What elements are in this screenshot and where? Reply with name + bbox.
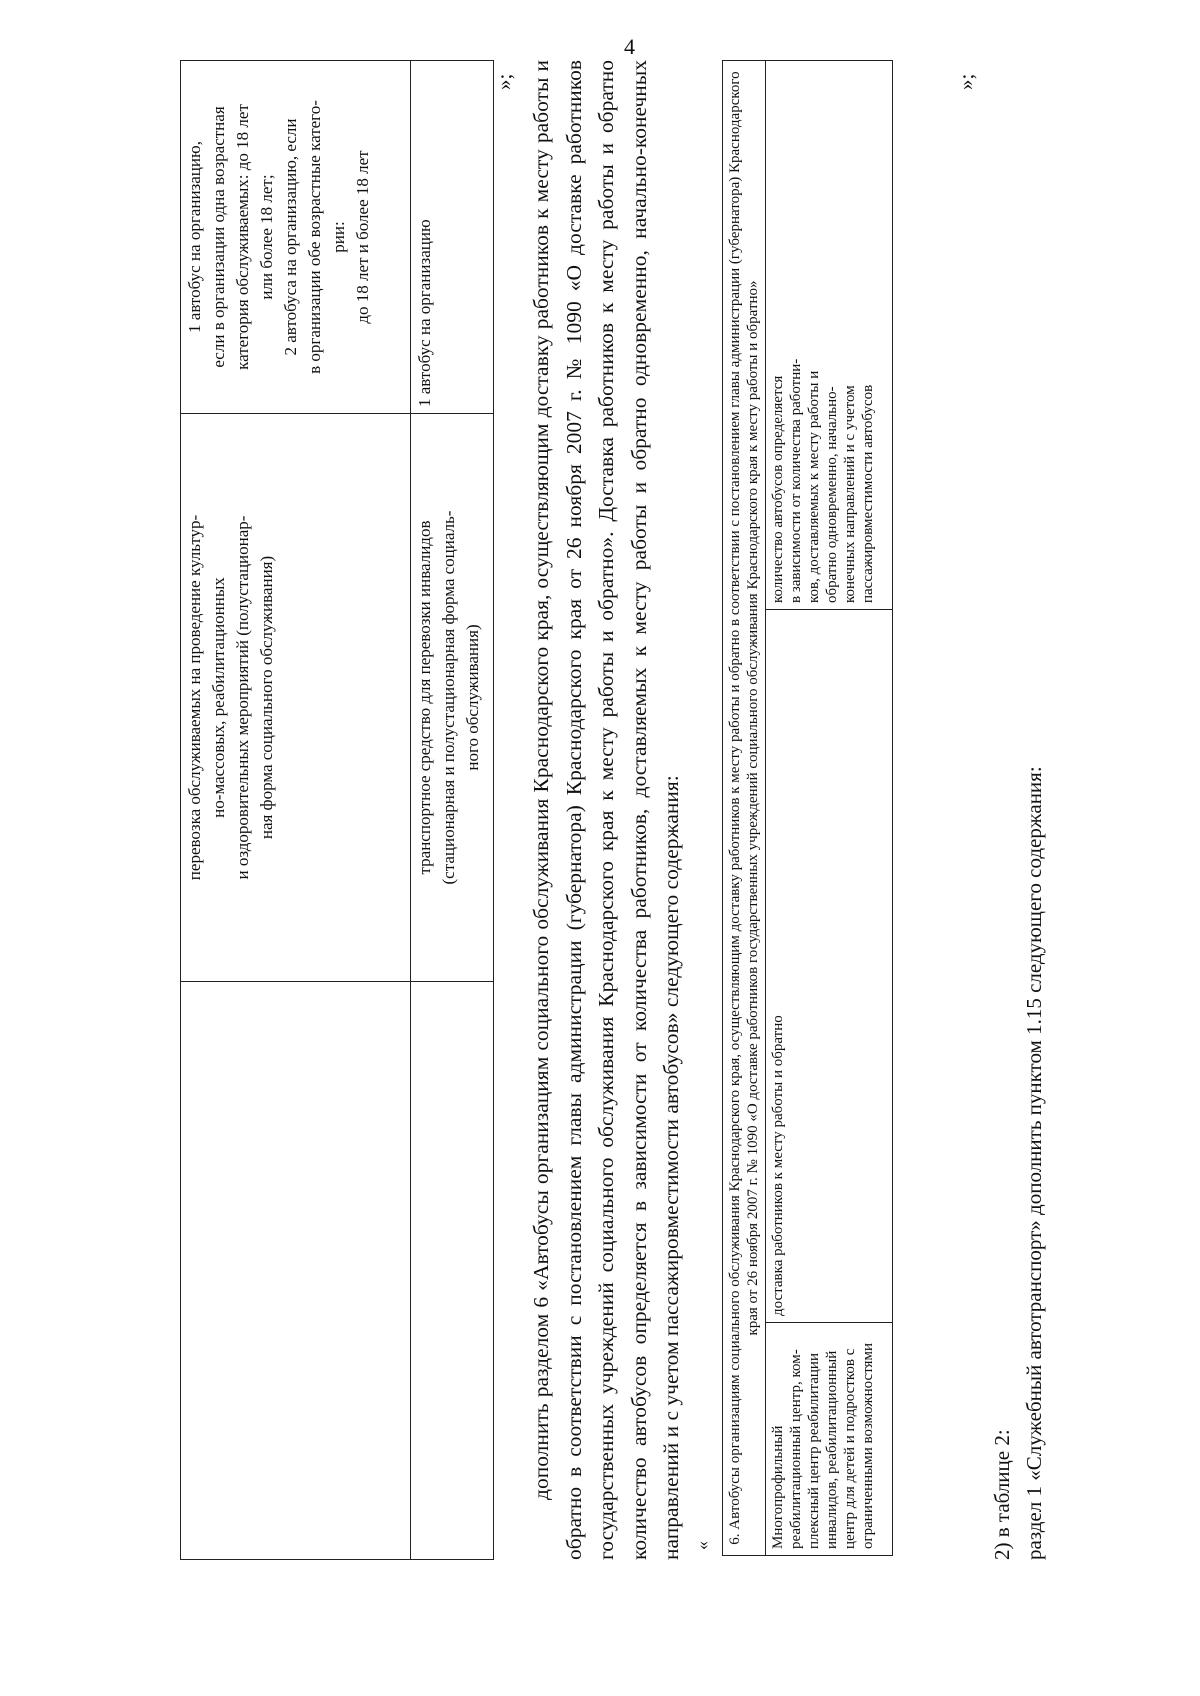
paragraph-text: дополнить разделом 6 «Автобусы организациям социального обслуживания Краснодарского края, осуществляющим доставку работников к месту работы и обратно в соответствии с постановлением главы администрации (губернатора) Краснодарского края от 26 ноября 2007 г. № 1090 «О доставке работников государственных учреждений социального обслуживания Краснодарского края к месту работы и обратно». Доставка работников к месту работы и обратно количество автобусов определяется в зависимости от количества работников, доставляемых к месту работы и обратно одновременно, начально-конечных направлений и с учетом пассажировместимости автобусов» следующего содержания: (529, 60, 683, 1560)
rotated-content (180, 60, 1060, 1560)
table-cell: количество автобусов определяется в зависимости от количества работни- ков, доставляемых к месту работы и обратно одновременно, начально- конечных направлений и с учетом пассажировместимости автобусов (766, 61, 893, 610)
table-header-row (723, 61, 766, 1556)
table-cell: 1 автобус на организацию, если в организации одна возрастная категория обслуживаемых: до 18 лет или более 18 лет; 2 автобуса на организацию, если в организации обе возрастные катего- рии: до 18 лет и более 18 лет (181, 61, 411, 414)
body-paragraph (525, 60, 688, 1560)
table-cell: 1 автобус на организацию (411, 61, 494, 414)
table-top (180, 60, 494, 1560)
table-row (181, 61, 411, 1560)
table-cell (411, 982, 494, 1560)
tail-line-1: 2) в таблице 2: (990, 1429, 1014, 1560)
table-row (766, 61, 893, 1556)
table-cell: перевозка обслуживаемых на проведение культур- но-массовых, реабилитационных и оздоровительных мероприятий (полустационар- ная форма социального обслуживания) (181, 414, 411, 982)
table-cell: доставка работников к месту работы и обратно (766, 610, 893, 1323)
tail-line-2: раздел 1 «Служебный автотранспорт» дополнить пунктом 1.15 следующего содержания: (1022, 766, 1046, 1560)
closing-quote: »; (492, 73, 516, 90)
opening-quote: « (692, 1541, 712, 1550)
page-number: 4 (624, 34, 635, 59)
table-row (411, 61, 494, 1560)
table-cell: Многопрофильный реабилитационный центр, ком- плексный центр реабилитации инвалидов, реабилитационный центр для детей и подростков с ограниченными возможностями (766, 1323, 893, 1556)
table-cell (181, 982, 411, 1560)
table-bottom (722, 60, 893, 1556)
table-header-cell: 6. Автобусы организациям социального обслуживания Краснодарского края, осуществляющим доставку работников к месту работы и обратно в соответствии с постановлением главы администрации (губернатора) Краснодарского края от 26 ноября 2007 г. № 1090 «О доставке работников государственных учреждений социального обслуживания Краснодарского края к месту работы и обратно» (723, 61, 766, 1556)
table-cell: транспортное средство для перевозки инвалидов (стационарная и полустационарная форма социаль- ного обслуживания) (411, 414, 494, 982)
closing-quote-2: »; (954, 73, 978, 90)
